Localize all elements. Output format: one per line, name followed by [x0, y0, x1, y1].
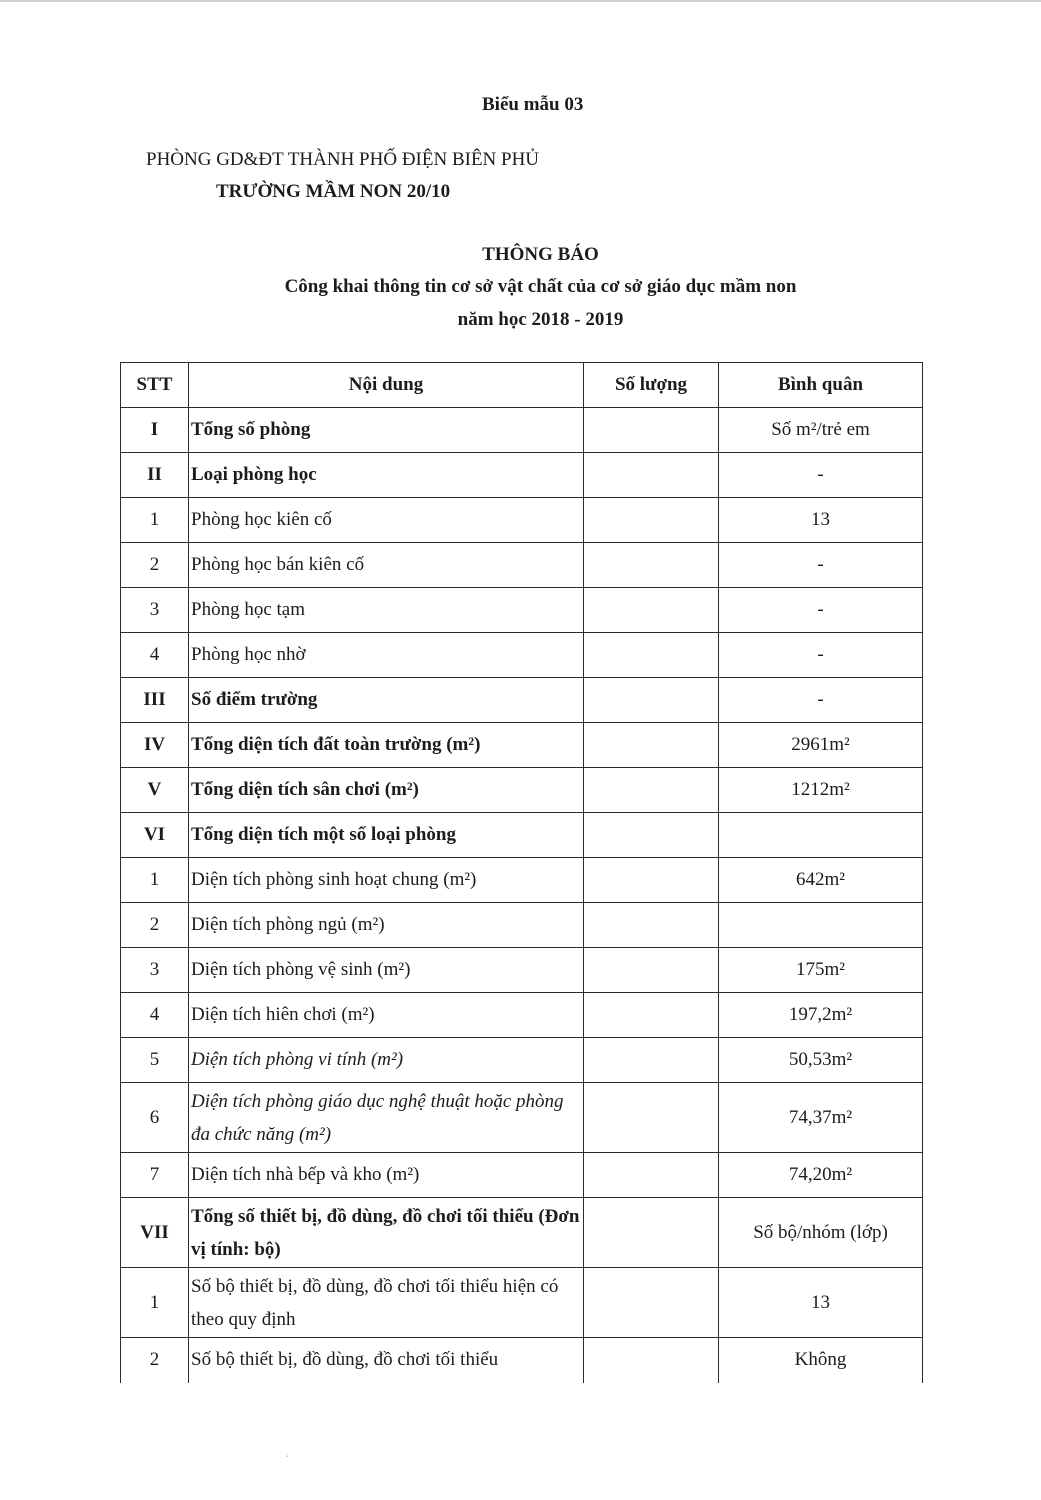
row-average: 74,20m²: [719, 1153, 923, 1198]
row-content: Phòng học tạm: [189, 588, 584, 633]
row-stt: 2: [121, 543, 189, 588]
row-quantity: [584, 1338, 719, 1383]
row-average: -: [719, 453, 923, 498]
table-row: [121, 903, 923, 948]
row-stt: 2: [121, 903, 189, 948]
table-row: [121, 678, 923, 723]
row-content: Tổng diện tích một số loại phòng: [189, 813, 584, 858]
table-row: [121, 498, 923, 543]
row-average: Số m²/trẻ em: [719, 408, 923, 453]
row-content: Diện tích nhà bếp và kho (m²): [189, 1153, 584, 1198]
row-average: -: [719, 543, 923, 588]
column-header-stt: STT: [121, 363, 189, 408]
facility-table: [120, 362, 923, 1383]
row-stt: 3: [121, 588, 189, 633]
table-row: [121, 1198, 923, 1268]
row-content: Diện tích phòng sinh hoạt chung (m²): [189, 858, 584, 903]
row-stt: 3: [121, 948, 189, 993]
column-header-content: Nội dung: [189, 363, 584, 408]
row-stt: VI: [121, 813, 189, 858]
row-average: 50,53m²: [719, 1038, 923, 1083]
table-row: [121, 543, 923, 588]
row-quantity: [584, 948, 719, 993]
row-average: 642m²: [719, 858, 923, 903]
row-content: Số điểm trường: [189, 678, 584, 723]
column-header-quantity: Số lượng: [584, 363, 719, 408]
row-content: Phòng học bán kiên cố: [189, 543, 584, 588]
row-quantity: [584, 1268, 719, 1338]
table-row: [121, 408, 923, 453]
table-header-row: [121, 363, 923, 408]
row-stt: 7: [121, 1153, 189, 1198]
row-average: [719, 903, 923, 948]
row-quantity: [584, 1038, 719, 1083]
table-row: [121, 948, 923, 993]
row-stt: 1: [121, 498, 189, 543]
row-stt: 1: [121, 858, 189, 903]
row-stt: V: [121, 768, 189, 813]
row-average: 1212m²: [719, 768, 923, 813]
table-row: [121, 858, 923, 903]
row-stt: 1: [121, 1268, 189, 1338]
row-quantity: [584, 498, 719, 543]
row-quantity: [584, 723, 719, 768]
notice-year: năm học 2018 - 2019: [457, 309, 624, 330]
row-quantity: [584, 858, 719, 903]
column-header-average: Bình quân: [719, 363, 923, 408]
row-average: 2961m²: [719, 723, 923, 768]
row-quantity: [584, 993, 719, 1038]
page-top-border: [0, 0, 1041, 2]
row-stt: VII: [121, 1198, 189, 1268]
row-stt: II: [121, 453, 189, 498]
row-content: Số bộ thiết bị, đồ dùng, đồ chơi tối thiểu hiện có theo quy định: [189, 1268, 584, 1338]
row-quantity: [584, 633, 719, 678]
row-content: Phòng học nhờ: [189, 633, 584, 678]
row-content: Diện tích hiên chơi (m²): [189, 993, 584, 1038]
table-row: [121, 813, 923, 858]
row-stt: 4: [121, 993, 189, 1038]
row-stt: IV: [121, 723, 189, 768]
row-quantity: [584, 813, 719, 858]
row-average: Số bộ/nhóm (lớp): [719, 1198, 923, 1268]
row-content: Tổng diện tích sân chơi (m²): [189, 768, 584, 813]
row-average: [719, 813, 923, 858]
table-row: [121, 723, 923, 768]
scan-mark: ·: [285, 1450, 290, 1465]
notice-title: THÔNG BÁO: [482, 244, 599, 265]
table-row: [121, 1268, 923, 1338]
row-average: 175m²: [719, 948, 923, 993]
row-stt: 5: [121, 1038, 189, 1083]
row-stt: 2: [121, 1338, 189, 1383]
row-quantity: [584, 543, 719, 588]
table-row: [121, 453, 923, 498]
department-name: PHÒNG GD&ĐT THÀNH PHỐ ĐIỆN BIÊN PHỦ: [146, 149, 540, 170]
notice-subtitle: Công khai thông tin cơ sở vật chất của cơ sở giáo dục mầm non: [284, 276, 797, 297]
row-stt: I: [121, 408, 189, 453]
row-content: Tổng số phòng: [189, 408, 584, 453]
school-name: TRƯỜNG MẦM NON 20/10: [216, 181, 451, 202]
row-stt: 6: [121, 1083, 189, 1153]
table-row: [121, 633, 923, 678]
table-row: [121, 1338, 923, 1383]
row-quantity: [584, 903, 719, 948]
table-row: [121, 1083, 923, 1153]
row-stt: 4: [121, 633, 189, 678]
row-average: 13: [719, 1268, 923, 1338]
row-content: Tổng diện tích đất toàn trường (m²): [189, 723, 584, 768]
row-content: Diện tích phòng giáo dục nghệ thuật hoặc phòng đa chức năng (m²): [189, 1083, 584, 1153]
table-row: [121, 1153, 923, 1198]
table-row: [121, 993, 923, 1038]
row-average: 13: [719, 498, 923, 543]
row-quantity: [584, 1198, 719, 1268]
row-quantity: [584, 588, 719, 633]
row-average: 197,2m²: [719, 993, 923, 1038]
row-quantity: [584, 1083, 719, 1153]
row-quantity: [584, 453, 719, 498]
row-stt: III: [121, 678, 189, 723]
table-row: [121, 768, 923, 813]
row-quantity: [584, 408, 719, 453]
row-average: -: [719, 588, 923, 633]
row-content: Diện tích phòng vi tính (m²): [189, 1038, 584, 1083]
row-content: Số bộ thiết bị, đồ dùng, đồ chơi tối thiểu: [189, 1338, 584, 1383]
row-average: -: [719, 678, 923, 723]
form-label: Biểu mẫu 03: [482, 94, 584, 115]
row-content: Diện tích phòng ngủ (m²): [189, 903, 584, 948]
row-average: -: [719, 633, 923, 678]
row-average: 74,37m²: [719, 1083, 923, 1153]
row-content: Loại phòng học: [189, 453, 584, 498]
row-content: Diện tích phòng vệ sinh (m²): [189, 948, 584, 993]
row-average: Không: [719, 1338, 923, 1383]
table-row: [121, 588, 923, 633]
table-row: [121, 1038, 923, 1083]
row-quantity: [584, 768, 719, 813]
row-content: Phòng học kiên cố: [189, 498, 584, 543]
row-quantity: [584, 678, 719, 723]
row-content: Tổng số thiết bị, đồ dùng, đồ chơi tối thiểu (Đơn vị tính: bộ): [189, 1198, 584, 1268]
row-quantity: [584, 1153, 719, 1198]
